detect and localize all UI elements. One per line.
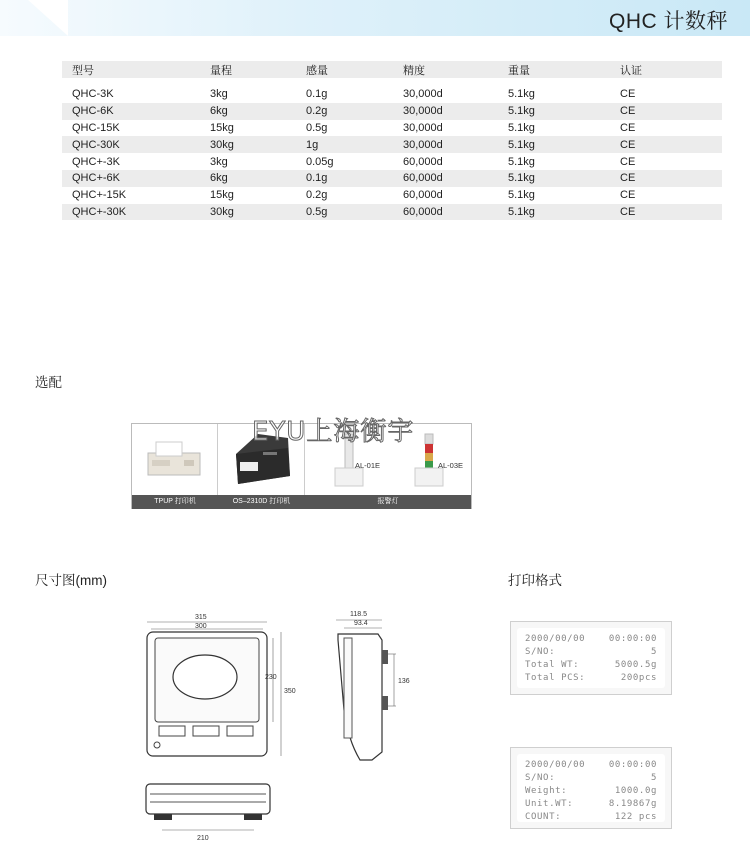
cell-model: QHC+-3K — [72, 155, 120, 168]
spec-table — [62, 61, 722, 220]
cell-model: QHC-15K — [72, 121, 120, 134]
dim-bottom-width: 210 — [197, 835, 209, 842]
cell-model: QHC+-30K — [62, 204, 200, 221]
table-row — [62, 86, 722, 103]
cell-weight: 5.1kg — [498, 204, 610, 221]
table-row — [62, 136, 722, 153]
cell-capacity: 6kg — [200, 103, 296, 120]
cell-precision: 60,000d — [403, 155, 443, 168]
cell-capacity: 30kg — [200, 136, 296, 153]
dim-front-height-outer: 350 — [284, 688, 296, 695]
cell-readability: 0.1g — [306, 88, 328, 101]
print-format-title: 打印格式 — [508, 573, 562, 588]
lamp-label-al01e: AL-01E — [355, 461, 381, 470]
receipt-total — [510, 621, 672, 695]
cell-cert: CE — [610, 136, 722, 153]
bottom-view-drawing — [140, 780, 280, 850]
cell-cert: CE — [610, 204, 722, 221]
cell-weight: 5.1kg — [508, 155, 535, 168]
cell-cert: CE — [620, 189, 636, 202]
cell-capacity: 15kg — [210, 189, 234, 202]
cell-cert: CE — [620, 88, 636, 101]
cell-model: QHC+-6K — [62, 170, 200, 187]
cell-capacity: 15kg — [210, 121, 234, 134]
cell-model: QHC-6K — [62, 103, 200, 120]
accessory-label: TPUP 打印机 — [132, 495, 218, 509]
cell-cert: CE — [610, 103, 722, 120]
dim-side-height: 136 — [398, 678, 410, 685]
receipt-line: S/NO: 5 — [525, 647, 657, 657]
dim-side-depth-outer: 118.5 — [350, 611, 367, 618]
cell-precision: 60,000d — [403, 189, 443, 202]
cell-weight: 5.1kg — [498, 103, 610, 120]
table-row — [62, 103, 722, 120]
cell-capacity: 3kg — [210, 155, 228, 168]
accessories-title: 选配 — [35, 375, 62, 390]
cell-cert: CE — [620, 155, 636, 168]
dim-front-width-outer: 315 — [195, 614, 207, 621]
receipt-count — [510, 747, 672, 829]
receipt-line: Weight: 1000.0g — [525, 786, 657, 796]
cell-model: QHC-3K — [72, 88, 114, 101]
cell-readability: 0.05g — [306, 155, 334, 168]
cell-capacity: 3kg — [210, 88, 228, 101]
cell-readability: 0.2g — [306, 189, 328, 202]
accessory-label: OS–2310D 打印机 — [218, 495, 305, 509]
spec-header-row — [62, 61, 722, 78]
cell-precision: 30,000d — [393, 136, 498, 153]
table-row — [62, 187, 722, 204]
receipt-line: Unit.WT: 8.19867g — [525, 799, 657, 809]
cell-capacity: 30kg — [200, 204, 296, 221]
receipt-line: 2000/00/00 00:00:00 — [525, 634, 657, 644]
dim-front-height-inner: 230 — [265, 674, 277, 681]
dim-front-width-inner: 300 — [195, 623, 207, 630]
side-view-drawing — [330, 610, 430, 770]
cell-precision: 60,000d — [393, 170, 498, 187]
cell-weight: 5.1kg — [508, 121, 535, 134]
front-view-drawing — [135, 612, 305, 772]
col-header-precision: 精度 — [393, 61, 498, 78]
col-header-readability: 感量 — [296, 61, 393, 78]
table-row — [62, 120, 722, 137]
cell-cert: CE — [610, 170, 722, 187]
cell-readability: 0.5g — [296, 204, 393, 221]
accessory-label: 报警灯 — [305, 495, 471, 509]
receipt-line: S/NO: 5 — [525, 773, 657, 783]
col-header-certification: 认证 — [610, 61, 722, 78]
col-header-model: 型号 — [62, 61, 200, 78]
cell-precision: 60,000d — [393, 204, 498, 221]
cell-model: QHC+-15K — [72, 189, 127, 202]
col-header-capacity: 量程 — [200, 61, 296, 78]
table-row — [62, 204, 722, 221]
header-corner-notch — [28, 0, 68, 36]
cell-capacity: 6kg — [200, 170, 296, 187]
cell-readability: 1g — [296, 136, 393, 153]
watermark-text: EYU上海衡宇 — [252, 417, 415, 447]
cell-readability: 0.5g — [306, 121, 328, 134]
page-title: QHC 计数秤 — [609, 10, 728, 33]
col-header-weight: 重量 — [498, 61, 610, 78]
cell-weight: 5.1kg — [508, 189, 535, 202]
receipt-line: COUNT: 122 pcs — [525, 812, 657, 822]
cell-readability: 0.2g — [296, 103, 393, 120]
table-row — [62, 170, 722, 187]
cell-model: QHC-30K — [62, 136, 200, 153]
cell-precision: 30,000d — [403, 121, 443, 134]
receipt-line: Total PCS: 200pcs — [525, 673, 657, 683]
dim-side-depth-inner: 93.4 — [354, 620, 368, 627]
header-band — [0, 0, 750, 36]
receipt-line: 2000/00/00 00:00:00 — [525, 760, 657, 770]
dimensions-title: 尺寸图(mm) — [35, 573, 107, 588]
cell-weight: 5.1kg — [498, 170, 610, 187]
cell-precision: 30,000d — [403, 88, 443, 101]
cell-weight: 5.1kg — [498, 136, 610, 153]
cell-readability: 0.1g — [296, 170, 393, 187]
cell-precision: 30,000d — [393, 103, 498, 120]
tpup-printer-image — [132, 424, 218, 495]
cell-cert: CE — [620, 121, 636, 134]
cell-weight: 5.1kg — [508, 88, 535, 101]
receipt-line: Total WT: 5000.5g — [525, 660, 657, 670]
lamp-label-al03e: AL-03E — [438, 461, 464, 470]
table-row — [62, 153, 722, 170]
